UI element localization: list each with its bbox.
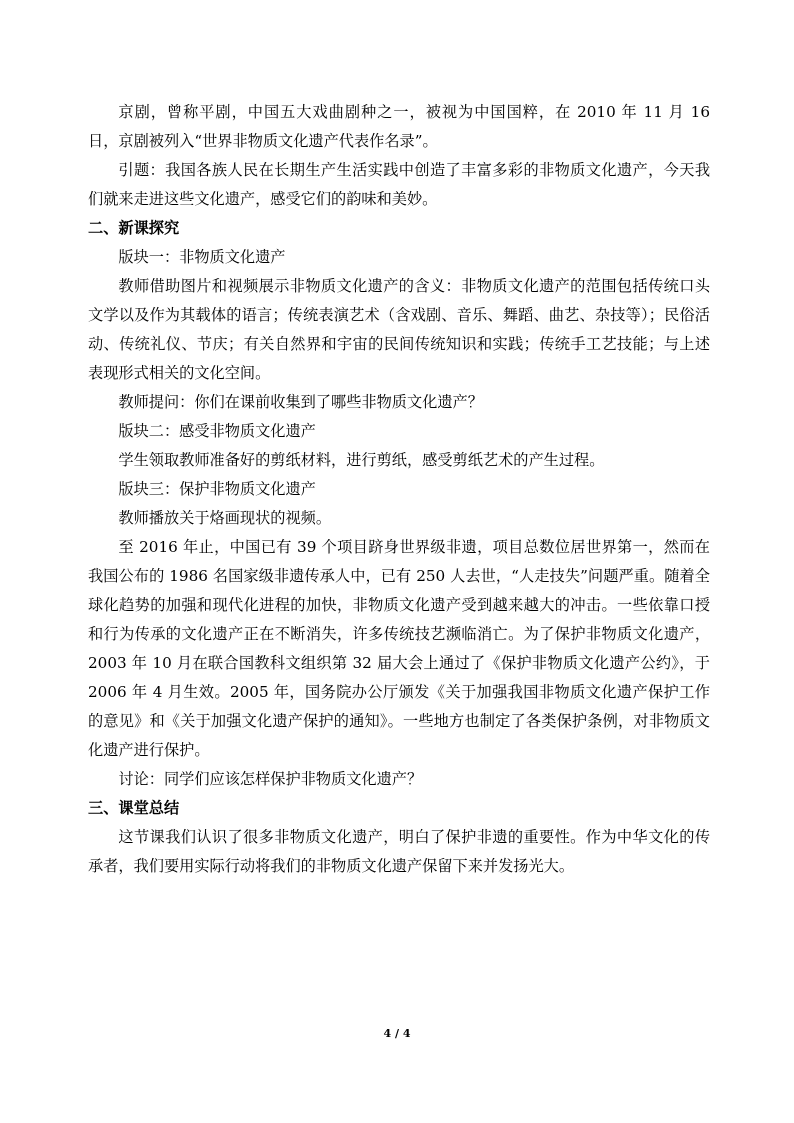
paragraph-video: 教师播放关于烙画现状的视频。	[118, 509, 332, 527]
paragraph-introduction: 引题：我国各族人民在长期生产生活实践中创造了丰富多彩的非物质文化遗产，今天我们就来走进这些文化遗产，感受它们的韵味和美妙。	[88, 161, 710, 208]
paragraph-protection-facts: 至 2016 年止，中国已有 39 个项目跻身世界级非遗，项目总数位居世界第一，然而在我国公布的 1986 名国家级非遗传承人中，已有 250 人去世，“人走技失”问题严重。随着全球化趋势的加强和现代化进程的加快，非物质文化遗产受到越来越大的冲击。一些依靠口授和行为传承的文化遗产正在不断消失，许多传统技艺濒临消亡。为了保护非物质文化遗产，2003 年 10 月在联合国教科文组织第 32 届大会上通过了《保护非物质文化遗产公约》，于 2006 年 4 月生效。2005 年，国务院办公厅颁发《关于加强我国非物质文化遗产保护工作的意见》和《关于加强文化遗产保护的通知》。一些地方也制定了各类保护条例，对非物质文化遗产进行保护。	[88, 538, 710, 759]
block-one-title: 版块一：非物质文化遗产	[118, 248, 286, 266]
document-body	[88, 98, 710, 881]
paragraph-discussion: 讨论：同学们应该怎样保护非物质文化遗产？	[118, 770, 423, 788]
block-three-title: 版块三：保护非物质文化遗产	[118, 480, 316, 498]
paragraph-definition: 教师借助图片和视频展示非物质文化遗产的含义：非物质文化遗产的范围包括传统口头文学以及作为其载体的语言；传统表演艺术（含戏剧、音乐、舞蹈、曲艺、杂技等）；民俗活动、传统礼仪、节庆；有关自然界和宇宙的民间传统知识和实践；传统手工艺技能；与上述表现形式相关的文化空间。	[88, 277, 710, 382]
paragraph-paper-cutting: 学生领取教师准备好的剪纸材料，进行剪纸，感受剪纸艺术的产生过程。	[118, 451, 605, 469]
block-two-title: 版块二：感受非物质文化遗产	[118, 422, 316, 440]
paragraph-peking-opera: 京剧，曾称平剧，中国五大戏曲剧种之一，被视为中国国粹，在 2010 年 11 月 16 日，京剧被列入“世界非物质文化遗产代表作名录”。	[88, 103, 710, 150]
section-heading-new-lesson: 二、新课探究	[88, 219, 180, 237]
page-number: 4 / 4	[383, 1027, 411, 1040]
paragraph-teacher-question: 教师提问：你们在课前收集到了哪些非物质文化遗产？	[118, 393, 483, 411]
section-heading-summary: 三、课堂总结	[88, 799, 180, 817]
paragraph-summary: 这节课我们认识了很多非物质文化遗产，明白了保护非遗的重要性。作为中华文化的传承者，我们要用实际行动将我们的非物质文化遗产保留下来并发扬光大。	[88, 828, 710, 875]
